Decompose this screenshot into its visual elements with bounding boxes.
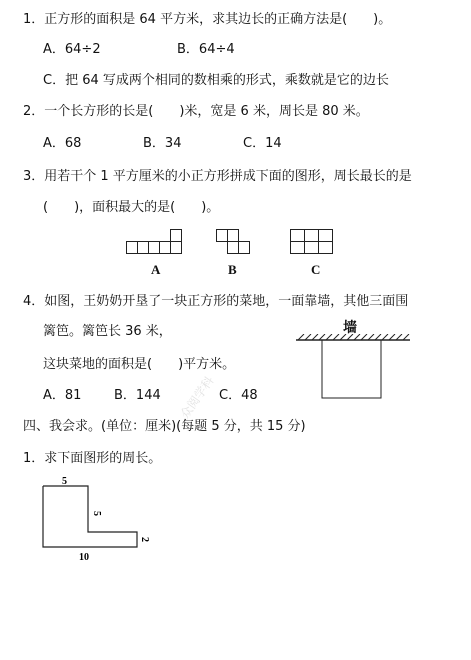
section4-q1-stem: 1．求下面图形的周长。	[23, 451, 162, 466]
q2-option-b: B．34	[143, 136, 182, 151]
figure-a	[126, 227, 186, 259]
q1-option-b: B．64÷4	[177, 42, 235, 57]
q3-stem-line1: 3．用若干个 1 平方厘米的小正方形拼成下面的图形，周长最长的是	[23, 169, 412, 184]
q2-stem: 2．一个长方形的长是( )米，宽是 6 米，周长是 80 米。	[23, 104, 369, 119]
q4-stem-line1: 4．如图，王奶奶开垦了一块正方形的菜地，一面靠墙，其他三面围	[23, 294, 409, 309]
wall-label: 墙	[343, 320, 357, 336]
figure-b	[214, 227, 254, 259]
section4-title: 四、我会求。(单位：厘米)(每题 5 分，共 15 分)	[23, 419, 306, 434]
watermark: 众阅学科	[177, 373, 217, 422]
q1-option-c: C．把 64 写成两个相同的数相乘的形式，乘数就是它的边长	[43, 73, 389, 88]
dim-top-label: 5	[62, 476, 67, 487]
q1-option-a: A．64÷2	[43, 42, 101, 57]
q3-stem-line2: ( )，面积最大的是( )。	[43, 200, 220, 215]
q4-stem-line3: 这块菜地的面积是( )平方米。	[43, 357, 236, 372]
q4-stem-line2: 篱笆。篱笆长 36 米，	[43, 324, 172, 339]
dim-side-label: 5	[91, 511, 102, 516]
q2-option-a: A．68	[43, 136, 82, 151]
l-shape-figure	[36, 474, 156, 566]
q1-stem: 1．正方形的面积是 64 平方米，求其边长的正确方法是( )。	[23, 12, 392, 27]
figure-c-label: C	[311, 262, 321, 277]
figure-a-label: A	[151, 262, 161, 277]
dim-bottom-label: 10	[79, 552, 89, 563]
dim-right-label: 2	[139, 537, 150, 542]
figure-c	[289, 227, 335, 259]
q4-option-b: B．144	[114, 388, 161, 403]
garden-figure	[294, 334, 414, 402]
figure-b-label: B	[228, 262, 237, 277]
q2-option-c: C．14	[243, 136, 282, 151]
q4-option-c: C．48	[219, 388, 258, 403]
q4-option-a: A．81	[43, 388, 82, 403]
